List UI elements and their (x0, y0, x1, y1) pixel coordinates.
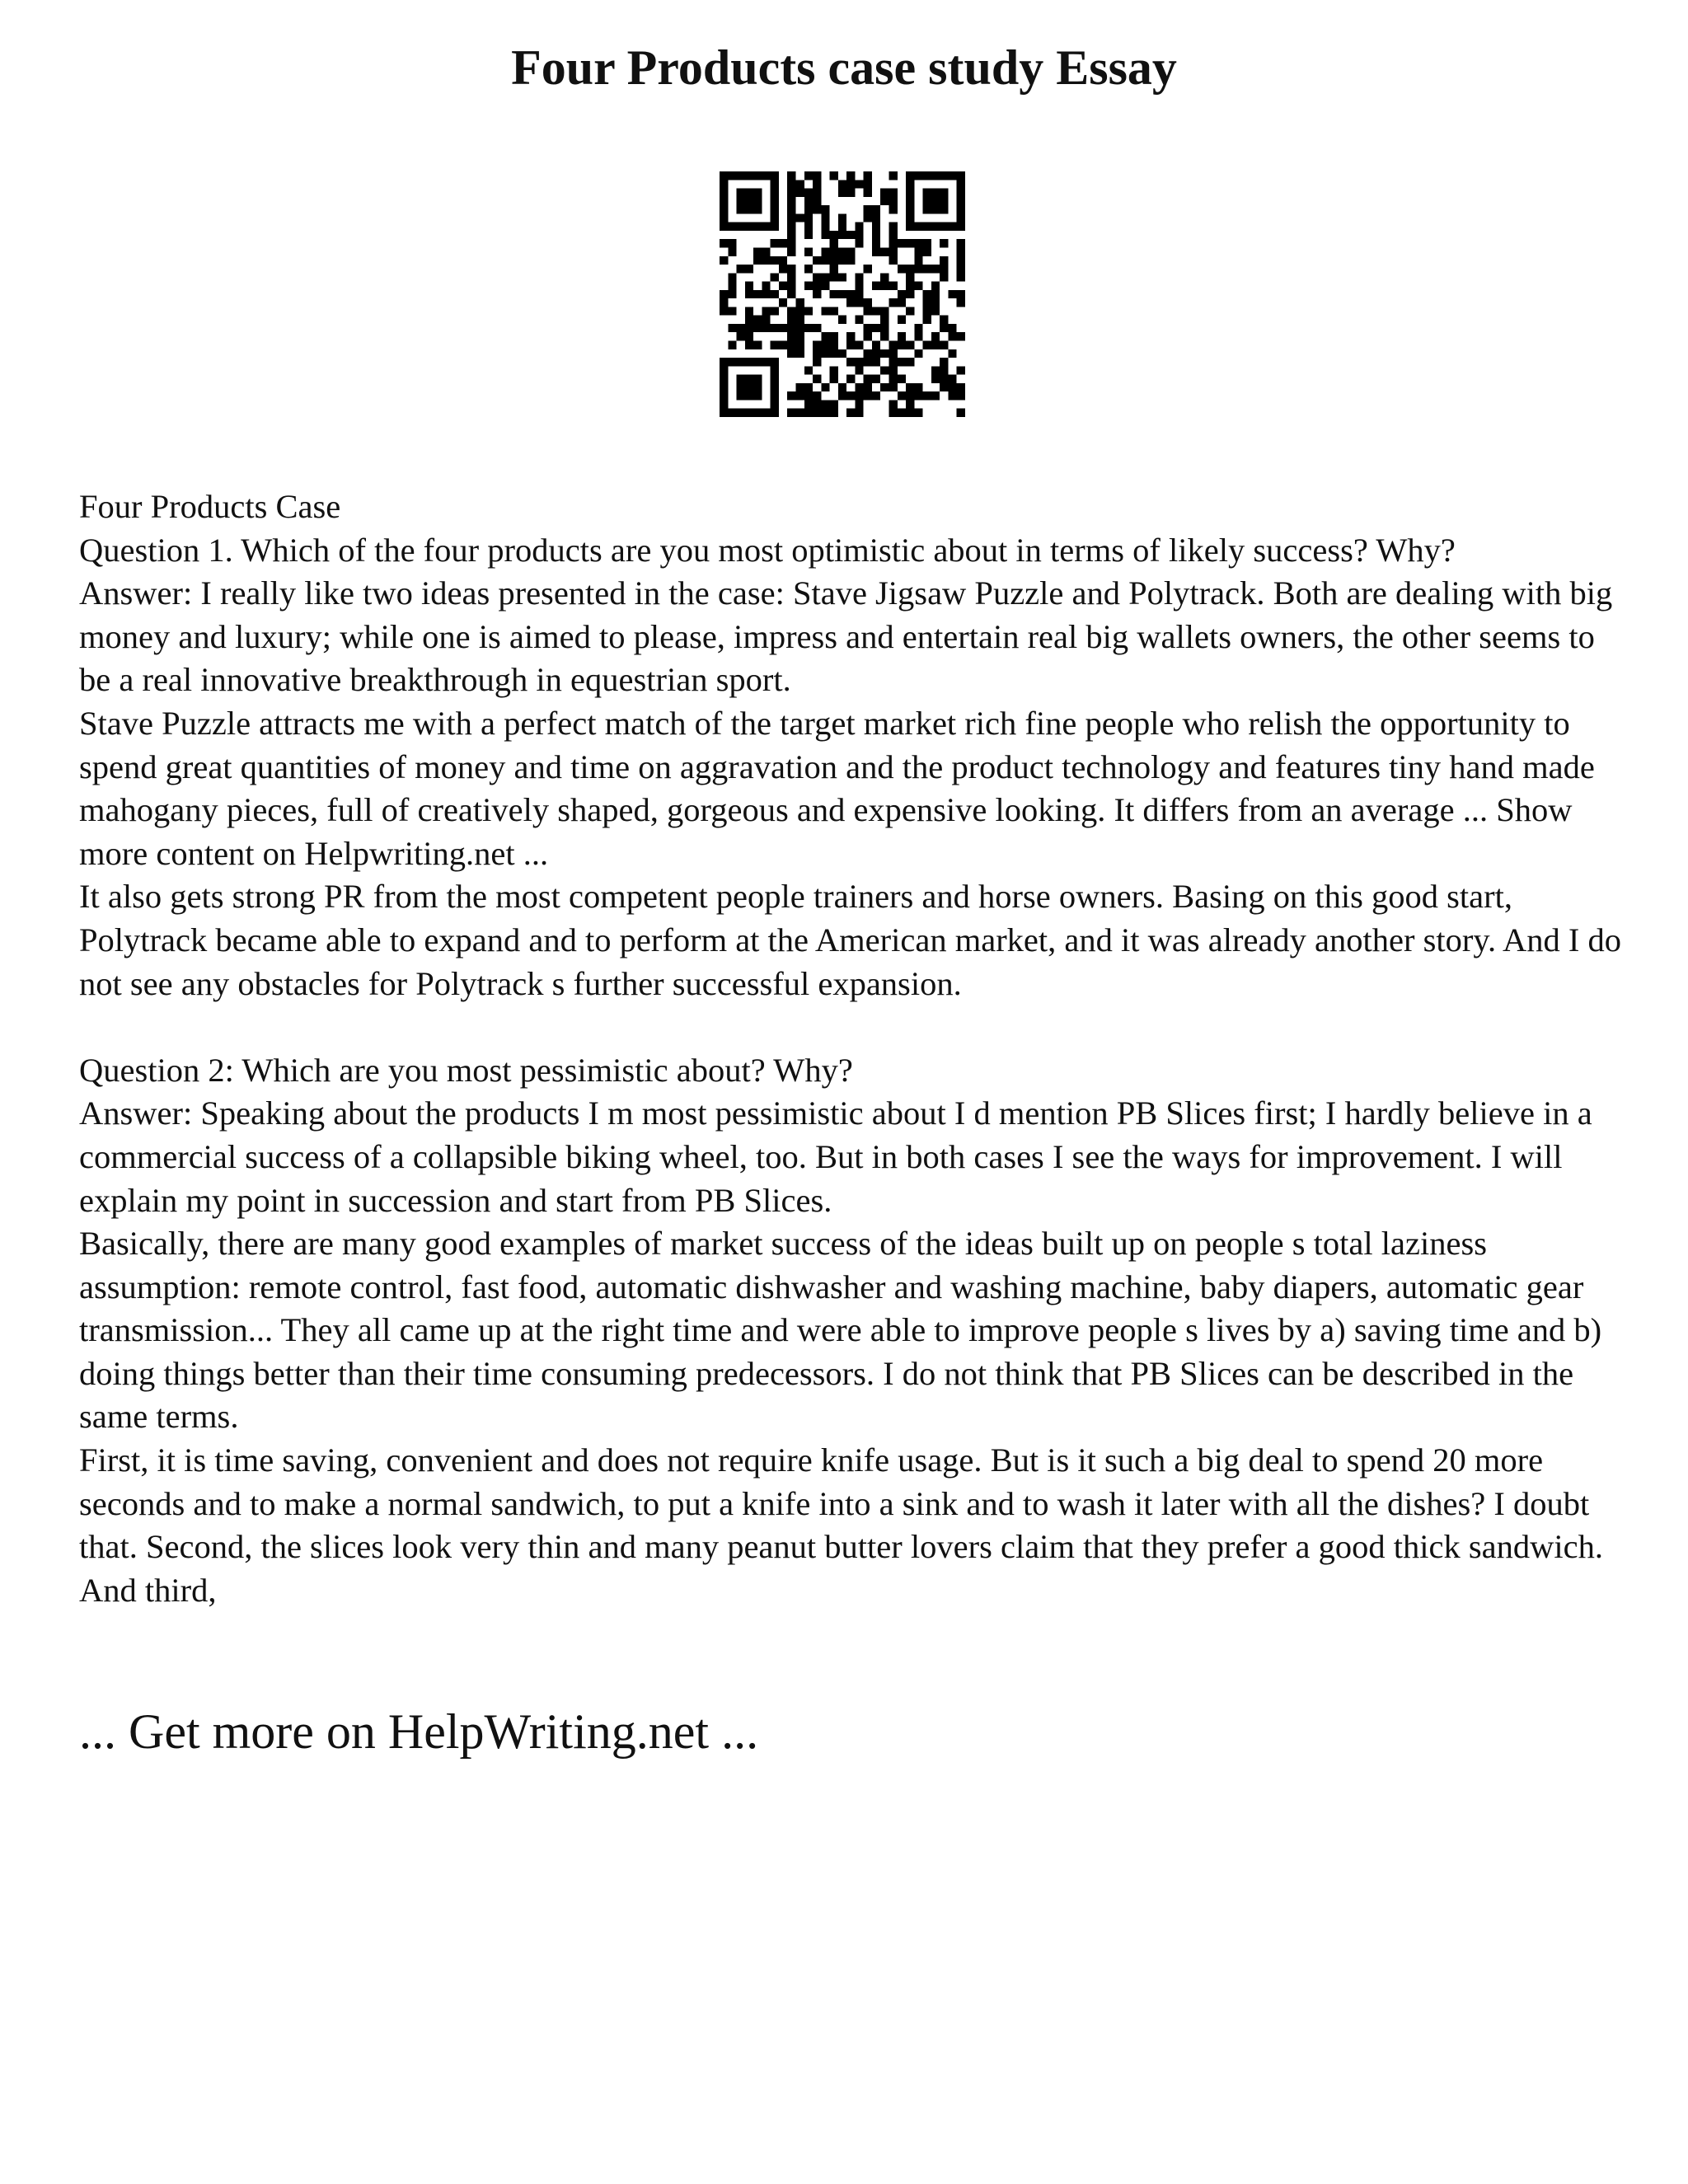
page-title: Four Products case study Essay (511, 40, 1177, 95)
essay-body (79, 485, 1629, 1612)
answer-2-paragraph-2: Basically, there are many good examples of market success of the ideas built up on people s total laziness assumption: remote control, fast food, automatic dishwasher and washing machine, baby diapers, automatic gear transmission... They all came up at the right time and were able to improve people s lives by a) saving time and b) doing things better than their time consuming predecessors. I do not think that PB Slices can be described in the same terms. (79, 1225, 1602, 1436)
answer-2: Answer: Speaking about the products I m most pessimistic about I d mention PB Slices first; I hardly believe in a commercial success of a collapsible biking wheel, too. But in both cases I see the ways for improvement. I will explain my point in succession and start from PB Slices. (79, 1094, 1592, 1219)
answer-2-paragraph-3: First, it is time saving, convenient and does not require knife usage. But is it such a big deal to spend 20 more seconds and to make a normal sandwich, to put a knife into a sink and to wash it later with all the dishes? I doubt that. Second, the slices look very thin and many peanut butter lovers claim that they prefer a good thick sandwich. And third, (79, 1441, 1603, 1609)
get-more-link[interactable]: ... Get more on HelpWriting.net ... (79, 1704, 759, 1759)
question-1: Question 1. Which of the four products are you most optimistic about in terms of likely success? Why? (79, 531, 1456, 569)
answer-1-paragraph-2: Stave Puzzle attracts me with a perfect match of the target market rich fine people who relish the opportunity to spend great quantities of money and time on aggravation and the product technology and features tiny hand made mahogany pieces, full of creatively shaped, gorgeous and expensive looking. It differs from an average ... Show more content on Helpwriting.net ... (79, 704, 1595, 872)
answer-1-paragraph-3: It also gets strong PR from the most competent people trainers and horse owners. Basing on this good start, Polytrack became able to expand and to perform at the American market, and it was already another story. And I do not see any obstacles for Polytrack s further successful expansion. (79, 878, 1621, 1002)
essay-heading: Four Products Case (79, 488, 341, 525)
question-2: Question 2: Which are you most pessimistic about? Why? (79, 1051, 853, 1089)
paragraph-gap (79, 1005, 1629, 1049)
answer-1: Answer: I really like two ideas presented in the case: Stave Jigsaw Puzzle and Polytrack. Both are dealing with big money and luxury; while one is aimed to please, impress and entertain real big wallets owners, the other seems to be a real innovative breakthrough in equestrian sport. (79, 574, 1613, 699)
qr-code-icon (720, 171, 965, 417)
